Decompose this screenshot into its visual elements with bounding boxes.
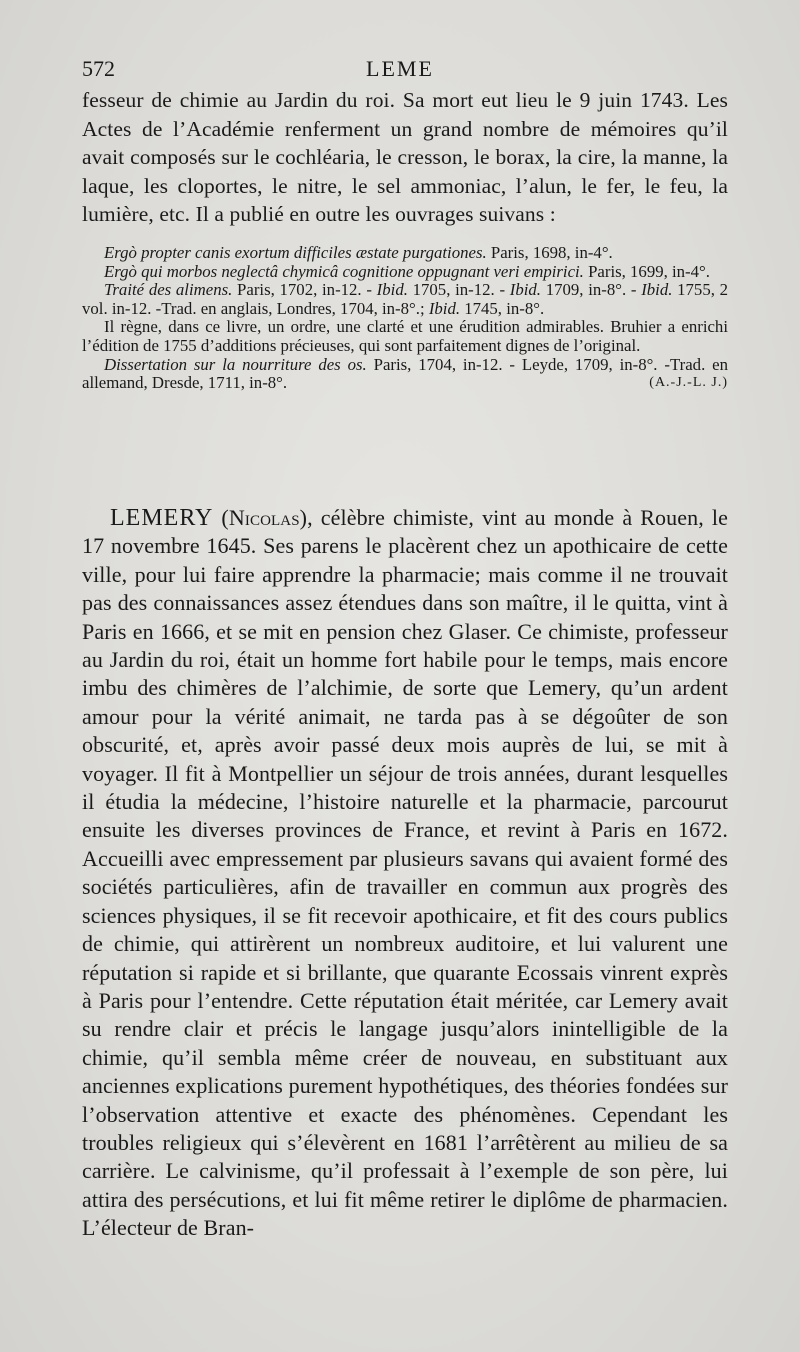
bib-details: 1745, in-8°.: [460, 298, 545, 318]
bib-entry-4: [82, 356, 728, 393]
article-forename: Nicolas: [228, 505, 300, 530]
bib-details: 1705, in-12. -: [407, 280, 510, 300]
bib-details: Paris, 1704, in-12. - Leyde, 1709, in-8°. -Trad. en allemand, Dresde, 1711, in-8°.: [82, 354, 728, 393]
bib-ibid: Ibid.: [509, 280, 541, 300]
bib-title: Ergò propter canis exortum difficiles æstate purgationes.: [104, 243, 487, 262]
bib-title: Dissertation sur la nourriture des os.: [104, 354, 367, 374]
bib-details: 1755, 2 vol. in-12. -Trad. en anglais, Londres, 1704, in-8°.;: [82, 280, 729, 318]
running-head: LEME: [366, 56, 434, 81]
bib-ibid: Ibid.: [428, 298, 461, 318]
bib-title: Traité des alimens.: [104, 280, 233, 300]
bib-entry-1: [82, 244, 728, 263]
article-paragraph: LEMERY (Nicolas), célèbre chimiste, vint au monde à Rouen, le 17 novembre 1645. Ses parens le placèrent chez un apothicaire de cette ville, pour lui faire apprendre la pharmacie; mais comme il ne trouvait pas des connaissances assez étendues dans son maître, il le quitta, vint à Paris en 1666, et se mit en pension chez Glaser. Ce chimiste, professeur au Jardin du roi, était un homme fort habile pour le temps, mais encore imbu des chimères de l’alchimie, de sorte que Lemery, qu’un ardent amour pour la vérité animait, ne tarda pas à se dégoûter de son obscurité, et, après avoir passé deux mois auprès de lui, se mit à voyager. Il fit à Montpellier un séjour de trois années, durant lesquelles il étudia la médecine, l’histoire naturelle et la pharmacie, parcourut ensuite les diverses provinces de France, et revint à Paris en 1672. Accueilli avec empressement par plusieurs savans qui avaient formé des sociétés particulières, afin de travailler en commun aux progrès des sciences physiques, il se fit recevoir apothicaire, et fit des cours publics de chimie, qui attirèrent un nombreux auditoire, et lui valurent une réputation si rapide et si brillante, que quarante Ecossais vinrent exprès à Paris pour l’entendre. Cette réputation était méritée, car Lemery avait su rendre clair et précis le langage jusqu’alors inintelligible de la chimie, qu’il sembla même créer de nouveau, en substituant aux anciennes explications purement hypothétiques, des théories fondées sur l’observation attentive et exacte des phénomènes. Cependant les troubles religieux qui s’élevèrent en 1681 l’arrêtèrent au milieu de sa carrière. Le calvinisme, qu’il professait à l’exemple de son père, lui attira des persécutions, et lui fit même retirer le diplôme de pharmacien. L’électeur de Bran-: [82, 505, 728, 1241]
bibliography: [82, 244, 728, 393]
article-text: ), célèbre chimiste, vint au monde à Rouen, le 17 novembre 1645. Ses parens le placèrent chez un apothicaire de cette ville, pour lui faire apprendre la pharmacie; mais comme il ne trouvait pas des connaissances assez étendues dans son maître, il le quitta, vint à Paris en 1666, et se mit en pension chez Glaser. Ce chimiste, professeur au Jardin du roi, était un homme fort habile pour le temps, mais encore imbu des chimères de l’alchimie, de sorte que Lemery, qu’un ardent amour pour la vérité animait, ne tarda pas à se dégoûter de son obscurité, et, après avoir passé deux mois auprès de lui, se mit à voyager. Il fit à Montpellier un séjour de trois années, durant lesquelles il étudia la médecine, l’histoire naturelle et la pharmacie, parcourut ensuite les diverses provinces de France, et revint à Paris en 1672. Accueilli avec empressement par plusieurs savans qui avaient formé des sociétés particulières, afin de travailler en commun aux progrès des sciences physiques, il se fit recevoir apothicaire, et fit des cours publics de chimie, qui attirèrent un nombreux auditoire, et lui valurent une réputation si rapide et si brillante, que quarante Ecossais vinrent exprès à Paris pour l’entendre. Cette réputation était méritée, car Lemery avait su rendre clair et précis le langage jusqu’alors inintelligible de la chimie, qu’il sembla même créer de nouveau, en substituant aux anciennes explications purement hypothétiques, des théories fondées sur l’observation attentive et exacte des phénomènes. Cependant les troubles religieux qui s’élevèrent en 1681 l’arrêtèrent au milieu de sa carrière. Le calvinisme, qu’il professait à l’exemple de son père, lui attira des persécutions, et lui fit même retirer le diplôme de pharmacien. L’électeur de Bran-: [82, 505, 728, 1241]
page-number: 572: [82, 56, 115, 81]
bib-entry-3: [82, 281, 728, 318]
bib-ibid: Ibid.: [376, 280, 408, 300]
bib-entry-2: [82, 263, 728, 282]
lead-paragraph: fesseur de chimie au Jardin du roi. Sa mort eut lieu le 9 juin 1743. Les Actes de l’Académie renferment un grand nombre de mémoires qu’il avait composés sur le cochléaria, le cresson, le borax, la cire, la manne, la laque, les cloportes, le nitre, le sel ammoniac, l’alun, le fer, le feu, la lumière, etc. Il a publié en outre les ouvrages suivans :: [82, 88, 728, 227]
bib-details: 1709, in-8°. -: [541, 280, 642, 300]
article-lemery: [82, 504, 728, 1243]
article-headword: LEMERY: [110, 505, 214, 531]
bib-details: Paris, 1698, in-4°.: [486, 243, 613, 262]
bib-ibid: Ibid.: [641, 280, 673, 300]
page-header: [82, 56, 718, 86]
bib-details: Paris, 1699, in-4°.: [583, 261, 710, 281]
bib-title: Ergò qui morbos neglectâ chymicâ cognitione oppugnant veri empirici.: [104, 261, 584, 281]
author-signature: (A.-J.-L. J.): [649, 375, 728, 391]
bib-details: Paris, 1702, in-12. -: [232, 280, 377, 300]
bib-note: Il règne, dans ce livre, un ordre, une clarté et une érudition admirables. Bruhier a enrichi l’édition de 1755 d’additions précieuses, qui sont parfaitement dignes de l’original.: [82, 317, 728, 355]
